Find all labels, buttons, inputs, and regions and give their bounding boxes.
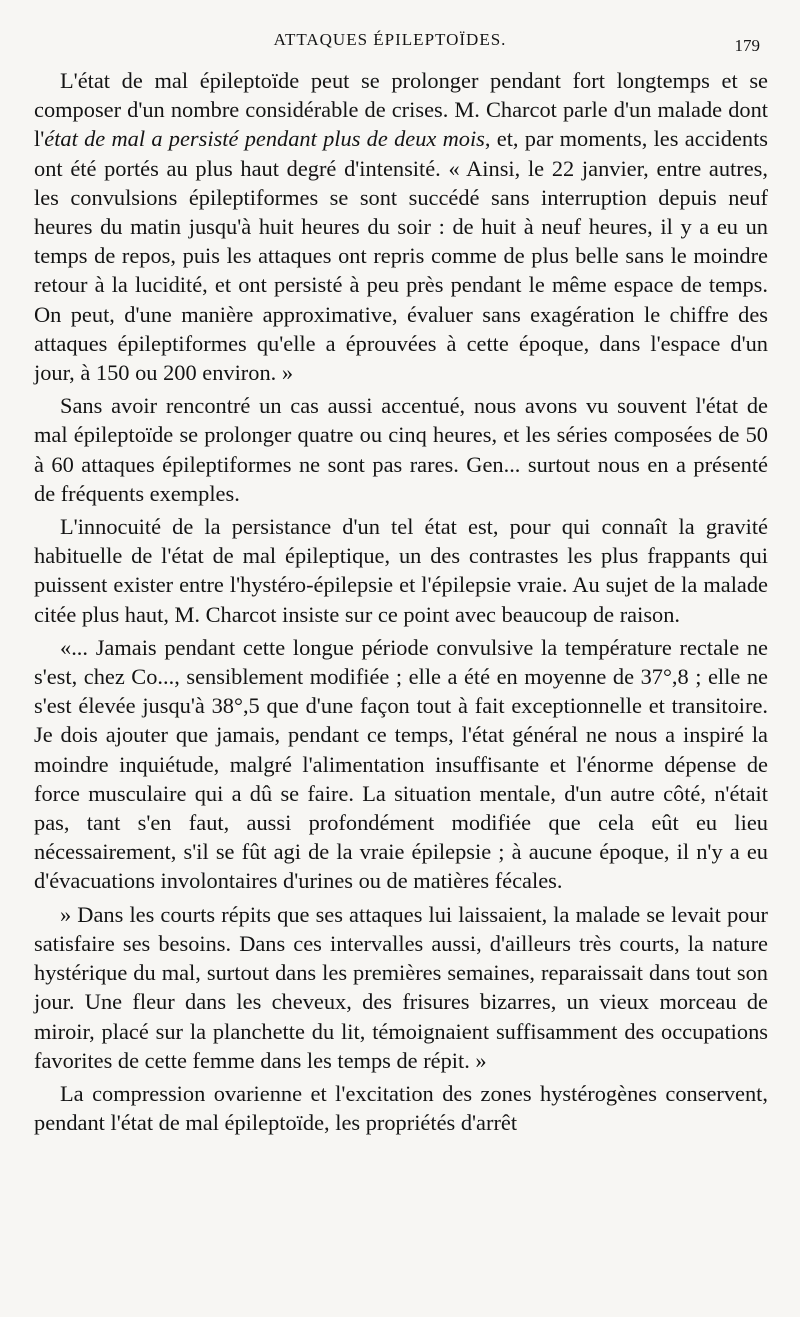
paragraph-1 (34, 66, 768, 387)
paragraph-2: Sans avoir rencontré un cas aussi accentué, nous avons vu souvent l'état de mal épileptoïde se prolonger quatre ou cinq heures, et les séries composées de 50 à 60 attaques épileptiformes ne sont pas rares. Gen... surtout nous en a présenté de fréquents exemples. (34, 393, 768, 506)
paragraph-3: L'innocuité de la persistance d'un tel état est, pour qui connaît la gravité habituelle de l'état de mal épileptique, un des contrastes les plus frappants qui puissent exister entre l'hystéro-épilepsie et l'épilepsie vraie. Au sujet de la malade citée plus haut, M. Charcot insiste sur ce point avec beaucoup de raison. (34, 514, 768, 627)
running-title: ATTAQUES ÉPILEPTOÏDES. (273, 30, 507, 49)
paragraph-1-lead: L'état de mal épileptoïde peut se prolonger pendant fort longtemps et se composer d'un nombre considérable de crises. M. Charcot parle d'un malade dont l' (34, 68, 768, 152)
paragraph-1-italic: état de mal a persisté pendant plus de deux mois (44, 126, 485, 152)
paragraph-1-rest: , et, par moments, les accidents ont été portés au plus haut degré d'intensité. « Ainsi, le 22 janvier, entre autres, les convulsions épileptiformes se sont succédé sans interruption depuis neuf heures du matin jusqu'à huit heures du soir : de huit à neuf heures, il y a eu un temps de repos, puis les attaques ont repris comme de plus belle sans le moindre retour à la lucidité, et ont persisté à peu près pendant le même espace de temps. On peut, d'une manière approximative, évaluer sans exagération le chiffre des attaques épileptiformes qu'elle a éprouvées à cette époque, dans l'espace d'un jour, à 150 ou 200 environ. » (34, 126, 769, 386)
page-number: 179 (734, 36, 760, 55)
body-text (34, 66, 768, 1137)
running-head (40, 30, 760, 58)
paragraph-5-quote: » Dans les courts répits que ses attaques lui laissaient, la malade se levait pour satisfaire ses besoins. Dans ces intervalles aussi, d'ailleurs très courts, la nature hystérique du mal, surtout dans les premières semaines, reparaissait dans tout son jour. Une fleur dans les cheveux, des frisures bizarres, un vieux morceau de miroir, placé sur la planchette du lit, témoignaient suffisamment des occupations favorites de cette femme dans les temps de répit. » (34, 901, 768, 1073)
paragraph-4-quote: «... Jamais pendant cette longue période convulsive la température rectale ne s'est, chez Co..., sensiblement modifiée ; elle a été en moyenne de 37°,8 ; elle ne s'est élevée jusqu'à 38°,5 que d'une façon tout à fait exceptionnelle et transitoire. Je dois ajouter que jamais, pendant ce temps, l'état général ne nous a inspiré la moindre inquiétude, malgré l'alimentation insuffisante et l'énorme dépense de force musculaire qui a dû se faire. La situation mentale, d'un autre côté, n'était pas, tant s'en faut, aussi profondément modifiée que cela eût eu lieu nécessairement, s'il se fût agi de la vraie épilepsie ; à aucune époque, il n'y a eu d'évacuations involontaires d'urines ou de matières fécales. (34, 634, 768, 894)
paragraph-6: La compression ovarienne et l'excitation des zones hystérogènes conservent, pendant l'état de mal épileptoïde, les propriétés d'arrêt (34, 1080, 768, 1136)
